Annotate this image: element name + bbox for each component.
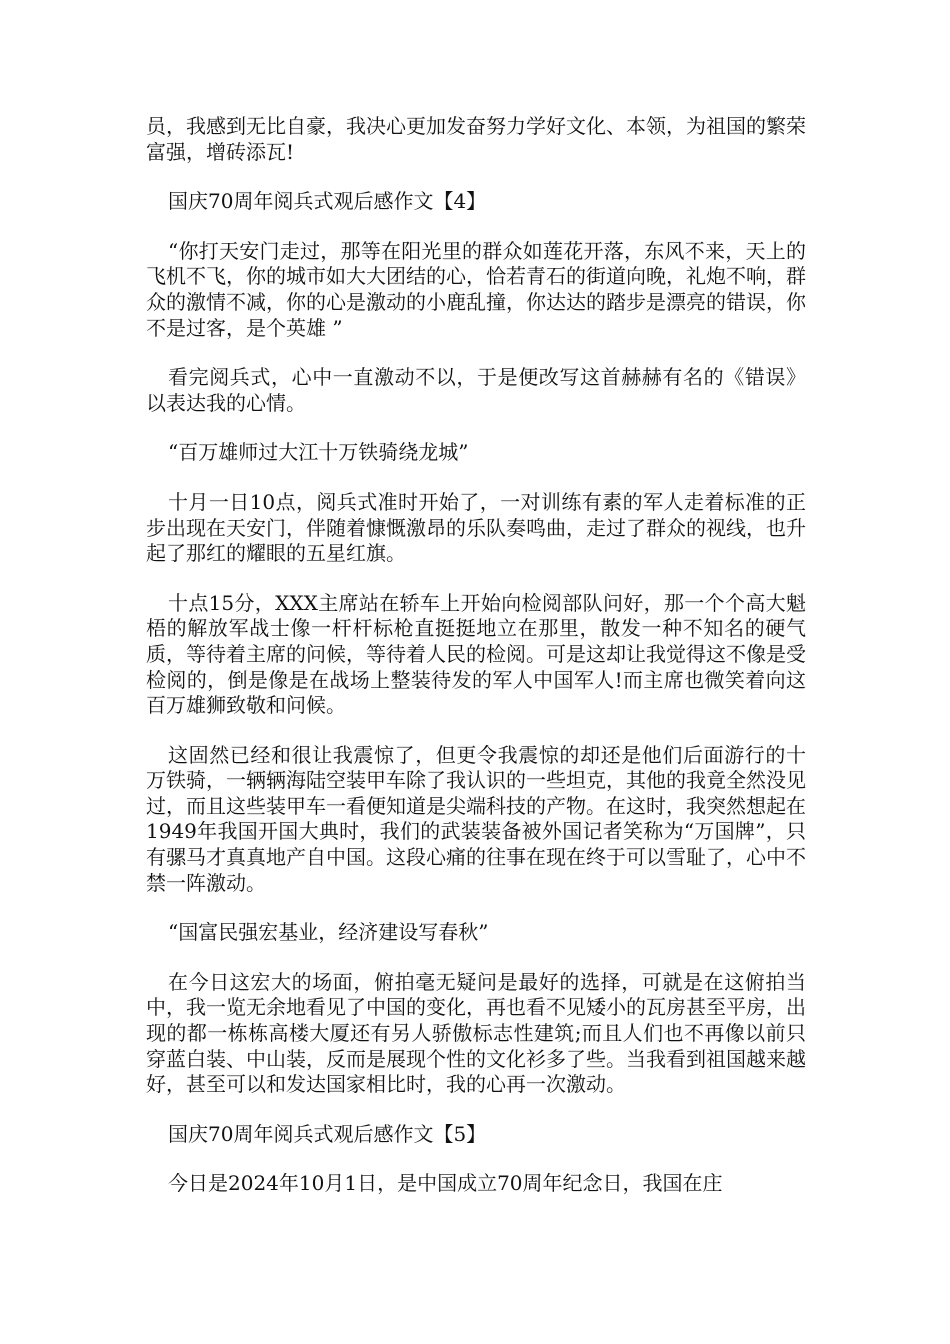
section-heading-4: 国庆70周年阅兵式观后感作文【4】 bbox=[168, 189, 487, 214]
subheading-quote: “国富民强宏基业，经济建设写春秋” bbox=[168, 920, 489, 945]
paragraph: 看完阅兵式，心中一直激动不以，于是便改写这首赫赫有名的《错误》以表达我的心情。 bbox=[146, 365, 806, 415]
paragraph: 十月一日10点，阅兵式准时开始了，一对训练有素的军人走着标准的正步出现在天安门，伴随着慷慨激昂的乐队奏鸣曲，走过了群众的视线，也升起了那红的耀眼的五星红旗。 bbox=[146, 489, 806, 566]
subheading-quote: “百万雄师过大江十万铁骑绕龙城” bbox=[168, 440, 469, 465]
paragraph: 这固然已经和很让我震惊了，但更令我震惊的却还是他们后面游行的十万铁骑，一辆辆海陆空装甲车除了我认识的一些坦克，其他的我竟全然没见过，而且这些装甲车一看便知道是尖端科技的产物。在这时，我突然想起在1949年我国开国大典时，我们的武装装备被外国记者笑称为“万国牌”，只有骡马才真真地产自中国。这段心痛的往事在现在终于可以雪耻了，心中不禁一阵激动。 bbox=[146, 742, 806, 895]
document-page bbox=[146, 114, 806, 1221]
paragraph-poem-quote: “你打天安门走过，那等在阳光里的群众如莲花开落，东风不来，天上的飞机不飞，你的城市如大大团结的心，恰若青石的街道向晚，礼炮不响，群众的激情不减，你的心是激动的小鹿乱撞，你达达的踏步是漂亮的错误，你不是过客，是个英雄 ” bbox=[146, 238, 806, 340]
paragraph: 在今日这宏大的场面，俯拍毫无疑问是最好的选择，可就是在这俯拍当中，我一览无余地看见了中国的变化，再也看不见矮小的瓦房甚至平房，出现的都一栋栋高楼大厦还有另人骄傲标志性建筑;而且人们也不再像以前只穿蓝白装、中山装，反而是展现个性的文化衫多了些。当我看到祖国越来越好，甚至可以和发达国家相比时，我的心再一次激动。 bbox=[146, 969, 806, 1097]
paragraph-truncated: 今日是2024年10月1日，是中国成立70周年纪念日，我国在庄 bbox=[168, 1171, 723, 1196]
paragraph: 十点15分，XXX主席站在轿车上开始向检阅部队问好，那一个个高大魁梧的解放军战士像一杆杆标枪直挺挺地立在那里，散发一种不知名的硬气质，等待着主席的问候，等待着人民的检阅。可是这却让我觉得这不像是受检阅的，倒是像是在战场上整装待发的军人中国军人!而主席也微笑着向这百万雄狮致敬和问候。 bbox=[146, 590, 806, 718]
paragraph-continued: 员，我感到无比自豪，我决心更加发奋努力学好文化、本领，为祖国的繁荣富强，增砖添瓦! bbox=[146, 114, 806, 164]
section-heading-5: 国庆70周年阅兵式观后感作文【5】 bbox=[168, 1121, 487, 1146]
